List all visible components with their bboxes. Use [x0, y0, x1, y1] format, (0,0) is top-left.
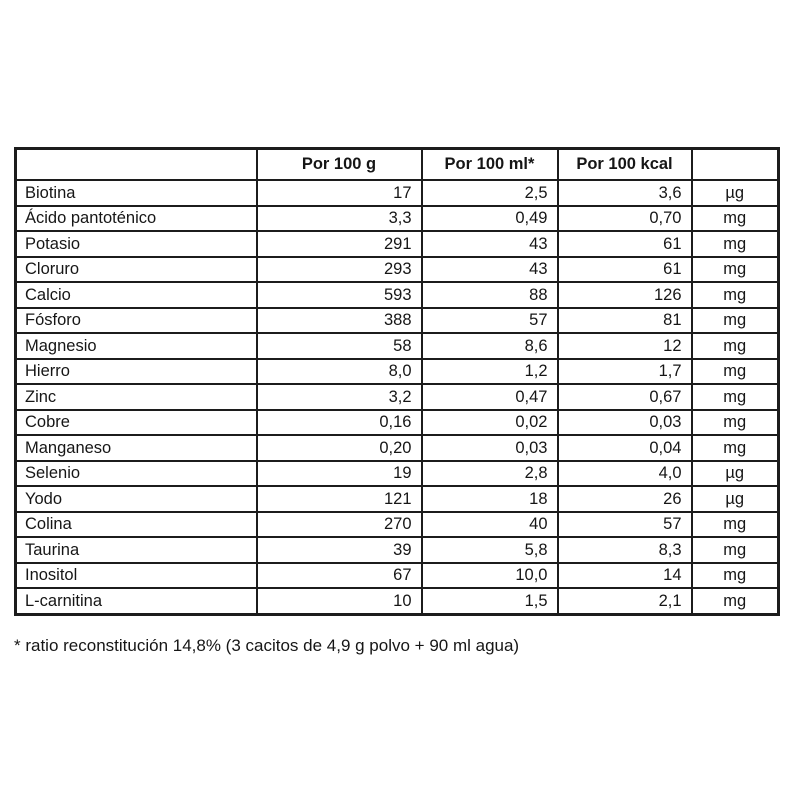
per-100ml-value-cell: 43 [422, 231, 558, 257]
unit-cell: mg [692, 231, 779, 257]
table-row [16, 282, 779, 308]
per-100ml-value-cell: 1,2 [422, 359, 558, 385]
table-row [16, 410, 779, 436]
unit-cell: mg [692, 563, 779, 589]
unit-cell: µg [692, 180, 779, 206]
nutrient-name-cell: Taurina [16, 537, 257, 563]
per-100kcal-value-cell: 0,70 [558, 206, 692, 232]
per-100kcal-value-cell: 61 [558, 257, 692, 283]
table-row [16, 486, 779, 512]
unit-cell: mg [692, 410, 779, 436]
nutrient-name-cell: Biotina [16, 180, 257, 206]
nutrient-name-cell: Ácido pantoténico [16, 206, 257, 232]
per-100g-value-cell: 10 [257, 588, 422, 614]
table-row [16, 461, 779, 487]
unit-cell: mg [692, 333, 779, 359]
table-row [16, 257, 779, 283]
reconstitution-footnote: * ratio reconstitución 14,8% (3 cacitos de 4,9 g polvo + 90 ml agua) [14, 636, 520, 655]
per-100kcal-value-cell: 4,0 [558, 461, 692, 487]
nutrient-name-cell: Inositol [16, 563, 257, 589]
table-row [16, 231, 779, 257]
unit-cell: mg [692, 435, 779, 461]
table-row [16, 359, 779, 385]
per-100kcal-value-cell: 3,6 [558, 180, 692, 206]
per-100g-value-cell: 3,2 [257, 384, 422, 410]
unit-cell: mg [692, 308, 779, 334]
nutrient-name-cell: Manganeso [16, 435, 257, 461]
nutrient-name-cell: Fósforo [16, 308, 257, 334]
nutrient-name-cell: Hierro [16, 359, 257, 385]
nutrient-name-cell: Magnesio [16, 333, 257, 359]
per-100ml-value-cell: 10,0 [422, 563, 558, 589]
unit-cell: mg [692, 588, 779, 614]
per-100g-value-cell: 39 [257, 537, 422, 563]
per-100ml-value-cell: 2,5 [422, 180, 558, 206]
table-row [16, 308, 779, 334]
table-row [16, 537, 779, 563]
per-100ml-value-cell: 0,03 [422, 435, 558, 461]
per-100kcal-value-cell: 0,04 [558, 435, 692, 461]
header-row [16, 149, 779, 181]
per-100g-value-cell: 593 [257, 282, 422, 308]
per-100g-value-cell: 58 [257, 333, 422, 359]
per-100g-value-cell: 0,16 [257, 410, 422, 436]
unit-cell: mg [692, 512, 779, 538]
per-100ml-value-cell: 40 [422, 512, 558, 538]
header-nutrient-blank [16, 149, 257, 181]
per-100g-value-cell: 291 [257, 231, 422, 257]
nutrient-name-cell: Cobre [16, 410, 257, 436]
unit-cell: mg [692, 359, 779, 385]
table-row [16, 384, 779, 410]
header-unit-blank [692, 149, 779, 181]
per-100g-value-cell: 121 [257, 486, 422, 512]
unit-cell: mg [692, 537, 779, 563]
per-100g-value-cell: 270 [257, 512, 422, 538]
nutrient-name-cell: Potasio [16, 231, 257, 257]
per-100g-value-cell: 8,0 [257, 359, 422, 385]
table-header [16, 149, 779, 181]
per-100ml-value-cell: 88 [422, 282, 558, 308]
table-body [16, 180, 779, 614]
per-100ml-value-cell: 5,8 [422, 537, 558, 563]
nutrient-name-cell: Selenio [16, 461, 257, 487]
per-100ml-value-cell: 2,8 [422, 461, 558, 487]
per-100g-value-cell: 0,20 [257, 435, 422, 461]
per-100ml-value-cell: 0,02 [422, 410, 558, 436]
unit-cell: mg [692, 206, 779, 232]
per-100ml-value-cell: 43 [422, 257, 558, 283]
header-per-100kcal: Por 100 kcal [558, 149, 692, 181]
table-row [16, 435, 779, 461]
per-100kcal-value-cell: 12 [558, 333, 692, 359]
per-100ml-value-cell: 18 [422, 486, 558, 512]
per-100ml-value-cell: 57 [422, 308, 558, 334]
per-100kcal-value-cell: 0,03 [558, 410, 692, 436]
per-100kcal-value-cell: 57 [558, 512, 692, 538]
per-100g-value-cell: 388 [257, 308, 422, 334]
per-100kcal-value-cell: 2,1 [558, 588, 692, 614]
table-row [16, 333, 779, 359]
per-100kcal-value-cell: 8,3 [558, 537, 692, 563]
unit-cell: mg [692, 282, 779, 308]
per-100kcal-value-cell: 81 [558, 308, 692, 334]
unit-cell: µg [692, 486, 779, 512]
unit-cell: mg [692, 257, 779, 283]
nutrient-name-cell: Colina [16, 512, 257, 538]
table-row [16, 180, 779, 206]
per-100g-value-cell: 3,3 [257, 206, 422, 232]
header-per-100ml: Por 100 ml* [422, 149, 558, 181]
nutrient-name-cell: Yodo [16, 486, 257, 512]
per-100kcal-value-cell: 14 [558, 563, 692, 589]
unit-cell: µg [692, 461, 779, 487]
nutrient-name-cell: Cloruro [16, 257, 257, 283]
per-100ml-value-cell: 0,47 [422, 384, 558, 410]
unit-cell: mg [692, 384, 779, 410]
nutrition-table [14, 147, 780, 616]
per-100kcal-value-cell: 0,67 [558, 384, 692, 410]
per-100kcal-value-cell: 26 [558, 486, 692, 512]
nutrient-name-cell: Calcio [16, 282, 257, 308]
table-row [16, 563, 779, 589]
table-row [16, 206, 779, 232]
per-100ml-value-cell: 0,49 [422, 206, 558, 232]
per-100kcal-value-cell: 1,7 [558, 359, 692, 385]
per-100kcal-value-cell: 126 [558, 282, 692, 308]
nutrient-name-cell: Zinc [16, 384, 257, 410]
per-100ml-value-cell: 1,5 [422, 588, 558, 614]
table-row [16, 512, 779, 538]
per-100g-value-cell: 17 [257, 180, 422, 206]
per-100g-value-cell: 19 [257, 461, 422, 487]
per-100ml-value-cell: 8,6 [422, 333, 558, 359]
header-per-100g: Por 100 g [257, 149, 422, 181]
per-100g-value-cell: 67 [257, 563, 422, 589]
per-100g-value-cell: 293 [257, 257, 422, 283]
nutrient-name-cell: L-carnitina [16, 588, 257, 614]
per-100kcal-value-cell: 61 [558, 231, 692, 257]
table-row [16, 588, 779, 614]
